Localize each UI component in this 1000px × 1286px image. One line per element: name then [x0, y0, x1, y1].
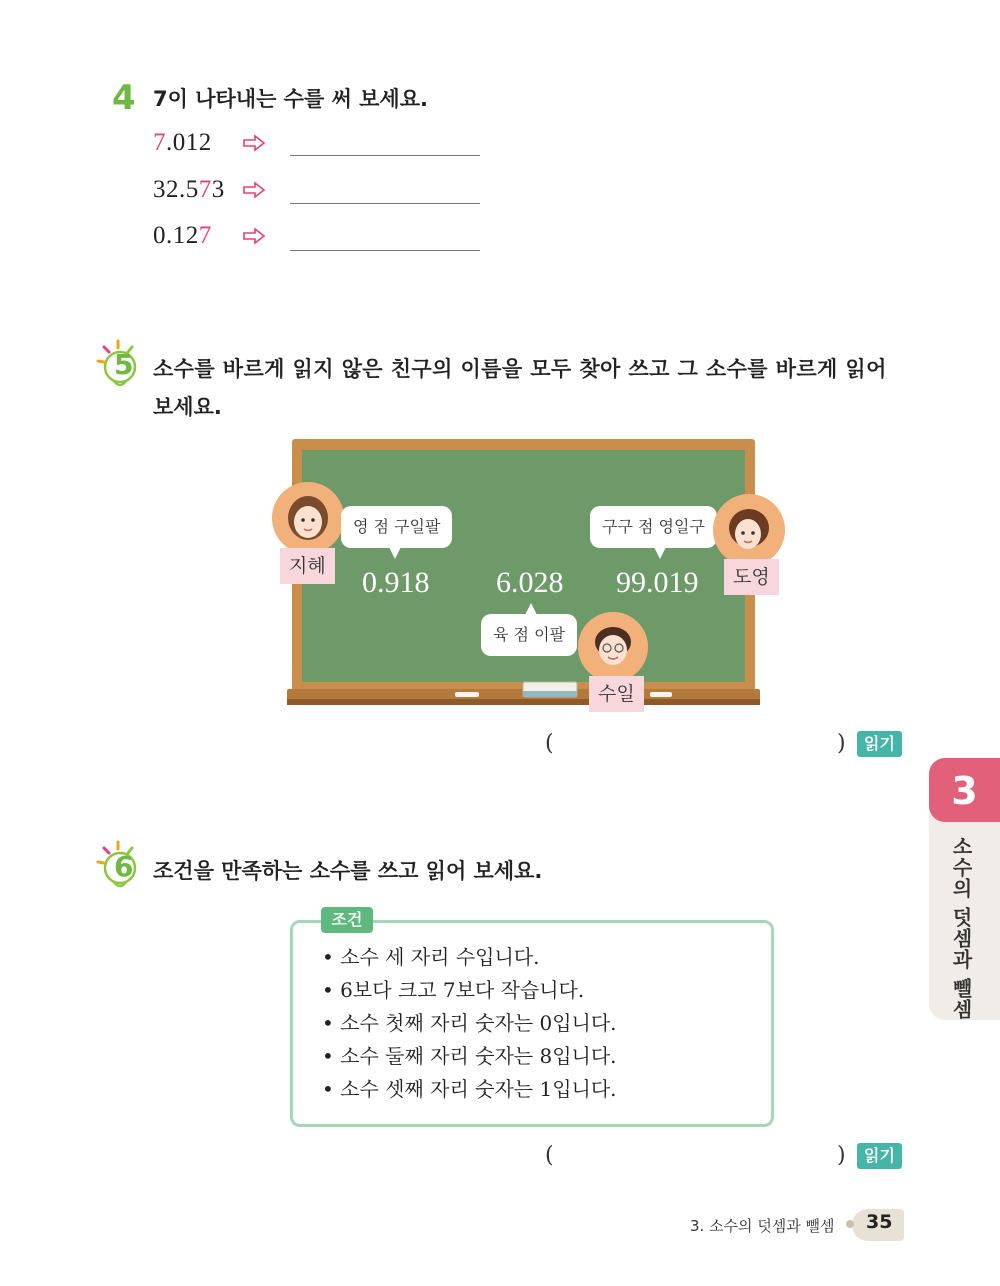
right-arrow-icon [242, 226, 266, 246]
answer-line-3[interactable] [290, 250, 480, 251]
condition-item: • 소수 셋째 자리 숫자는 1입니다. [322, 1077, 617, 1101]
chalk-icon [455, 692, 479, 697]
q4-row-1 [153, 125, 243, 161]
chapter-title-vertical: 소수의 덧셈과 뺄셈 [949, 836, 973, 1020]
q5-paren-close: ) [837, 731, 846, 756]
suil-avatar [578, 612, 648, 682]
question-5-title-line2: 보세요. [153, 395, 222, 419]
chapter-number: 3 [929, 758, 1000, 822]
question-6-number: 6 [114, 850, 134, 883]
footer-dot [846, 1220, 854, 1228]
jihye-avatar [272, 482, 344, 554]
suil-number: 6.028 [496, 566, 564, 599]
q4-row-2 [153, 172, 243, 208]
doyoung-avatar [713, 494, 785, 566]
question-4-title: 7이 나타내는 수를 써 보세요. [153, 87, 428, 111]
suil-speech-bubble [481, 614, 577, 656]
jihye-name-tag: 지혜 [280, 548, 335, 584]
suil-speech-text: 육 점 이팔 [493, 625, 565, 644]
q5-paren-open: ( [545, 731, 554, 756]
question-6-title: 조건을 만족하는 소수를 쓰고 읽어 보세요. [153, 859, 543, 883]
q4-row-3 [153, 218, 243, 254]
q5-answer-field[interactable] [565, 730, 830, 758]
question-5-number: 5 [114, 348, 134, 381]
doyoung-number: 99.019 [616, 566, 699, 599]
right-arrow-icon [242, 180, 266, 200]
chalk-icon [650, 692, 672, 697]
q4-number-1: 7.012 [153, 129, 212, 156]
jihye-speech-bubble [341, 506, 452, 548]
right-arrow-icon [242, 133, 266, 153]
footer-chapter: 3. 소수의 덧셈과 뺄셈 [690, 1217, 835, 1235]
page-number: 35 [866, 1211, 893, 1233]
condition-item: • 6보다 크고 7보다 작습니다. [322, 978, 585, 1002]
jihye-number: 0.918 [362, 566, 430, 599]
blackboard-ledge-shadow [287, 699, 760, 705]
condition-item: • 소수 둘째 자리 숫자는 8입니다. [322, 1044, 617, 1068]
q5-read-badge: 읽기 [857, 731, 902, 757]
q6-paren-close: ) [837, 1143, 846, 1168]
condition-item: • 소수 세 자리 수입니다. [322, 945, 540, 969]
q4-number-2: 32.573 [153, 176, 225, 203]
answer-line-1[interactable] [290, 155, 480, 156]
q6-paren-open: ( [545, 1143, 554, 1168]
question-4-number: 4 [112, 78, 136, 118]
eraser-icon [522, 679, 578, 699]
doyoung-speech-text: 구구 점 영일구 [602, 517, 705, 536]
q6-read-badge: 읽기 [857, 1143, 902, 1169]
q6-answer-field[interactable] [565, 1142, 830, 1170]
suil-name-tag: 수일 [589, 676, 644, 712]
question-5-title-line1: 소수를 바르게 읽지 않은 친구의 이름을 모두 찾아 쓰고 그 소수를 바르게 읽어 [153, 357, 887, 381]
condition-label: 조건 [321, 907, 373, 933]
condition-item: • 소수 첫째 자리 숫자는 0입니다. [322, 1011, 617, 1035]
doyoung-speech-bubble [590, 506, 717, 548]
answer-line-2[interactable] [290, 203, 480, 204]
q4-number-3: 0.127 [153, 222, 212, 249]
doyoung-name-tag: 도영 [724, 559, 779, 595]
jihye-speech-text: 영 점 구일팔 [353, 517, 441, 536]
